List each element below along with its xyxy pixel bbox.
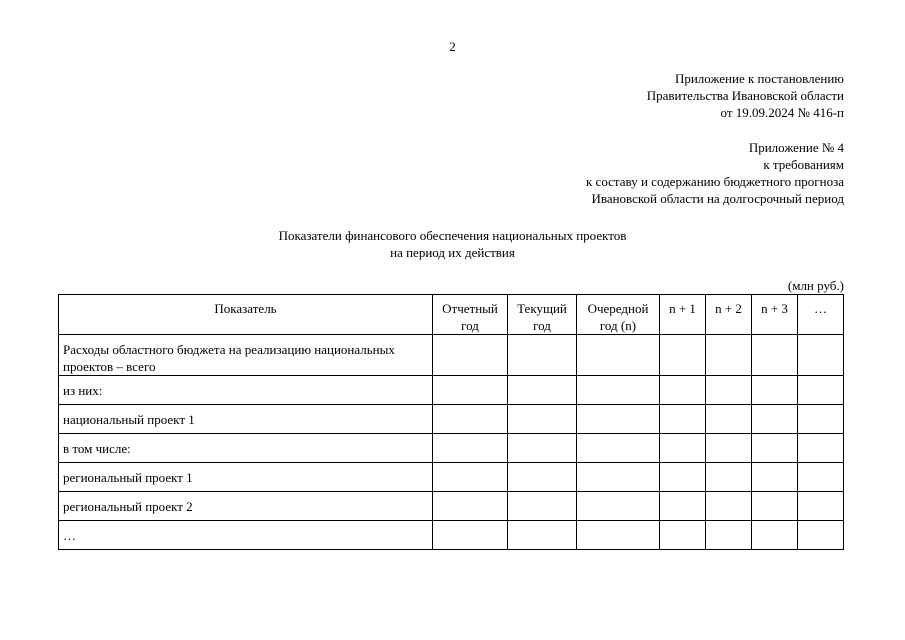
table-row [59,405,844,434]
table-cell [706,376,752,405]
table-cell [660,405,706,434]
title-line: Показатели финансового обеспечения национальных проектов [278,228,627,243]
table-cell [798,376,844,405]
table-row [59,492,844,521]
table-cell [706,463,752,492]
table-row [59,521,844,550]
table-cell [706,434,752,463]
table-cell [798,405,844,434]
table-cell [660,521,706,550]
header-reporting-year: Отчетный год [433,295,508,335]
row-label: региональный проект 1 [59,463,433,492]
table-cell [508,335,577,376]
table-cell [508,434,577,463]
header-indicator: Показатель [59,295,433,335]
table-cell [798,463,844,492]
table-cell [752,335,798,376]
table-row [59,463,844,492]
table-cell [706,492,752,521]
table-header-row [59,295,844,335]
table-cell [577,376,660,405]
table-cell [752,492,798,521]
table-cell [433,335,508,376]
approval-reference [647,70,844,121]
appendix-reference [586,139,844,207]
appendix-line: к составу и содержанию бюджетного прогноза [585,174,844,189]
table-cell [508,405,577,434]
table-cell [508,521,577,550]
appendix-line: к требованиям [763,157,844,172]
appendix-line: Ивановской области на долгосрочный период [591,191,844,206]
approval-line: от 19.09.2024 № 416-п [720,105,844,120]
table-cell [433,521,508,550]
table-cell [433,463,508,492]
table-cell [660,376,706,405]
table-cell [660,463,706,492]
row-label: в том числе: [59,434,433,463]
table-cell [752,405,798,434]
table-cell [577,521,660,550]
header-n-plus-1: n + 1 [660,295,706,335]
table-cell [660,434,706,463]
appendix-line: Приложение № 4 [748,140,844,155]
table-cell [752,376,798,405]
table-cell [706,521,752,550]
table-cell [798,335,844,376]
table-cell [577,405,660,434]
header-ellipsis: … [798,295,844,335]
table-cell [752,521,798,550]
table-cell [433,492,508,521]
row-label: … [59,521,433,550]
table-cell [798,521,844,550]
table-cell [752,434,798,463]
table-cell [706,335,752,376]
table-row [59,434,844,463]
row-label: национальный проект 1 [59,405,433,434]
header-next-year: Очередной год (n) [577,295,660,335]
units-label: (млн руб.) [787,278,844,293]
table-cell [508,376,577,405]
row-label: региональный проект 2 [59,492,433,521]
approval-line: Приложение к постановлению [674,71,844,86]
table-cell [577,335,660,376]
table-cell [508,463,577,492]
header-n-plus-3: n + 3 [752,295,798,335]
table-row [59,376,844,405]
table-row [59,335,844,376]
table-cell [508,492,577,521]
table-cell [660,492,706,521]
table-cell [433,405,508,434]
approval-line: Правительства Ивановской области [646,88,844,103]
title-line: на период их действия [390,245,515,260]
row-label: Расходы областного бюджета на реализацию национальных проектов – всего [59,335,433,376]
header-n-plus-2: n + 2 [706,295,752,335]
table-cell [660,335,706,376]
table-cell [706,405,752,434]
table-cell [798,492,844,521]
table-cell [752,463,798,492]
document-title [0,227,905,261]
page-number: 2 [449,39,456,54]
indicators-table [58,294,844,550]
table-cell [577,463,660,492]
table-cell [433,376,508,405]
table-cell [798,434,844,463]
table-cell [433,434,508,463]
table-cell [577,434,660,463]
row-label: из них: [59,376,433,405]
header-current-year: Текущий год [508,295,577,335]
table-cell [577,492,660,521]
